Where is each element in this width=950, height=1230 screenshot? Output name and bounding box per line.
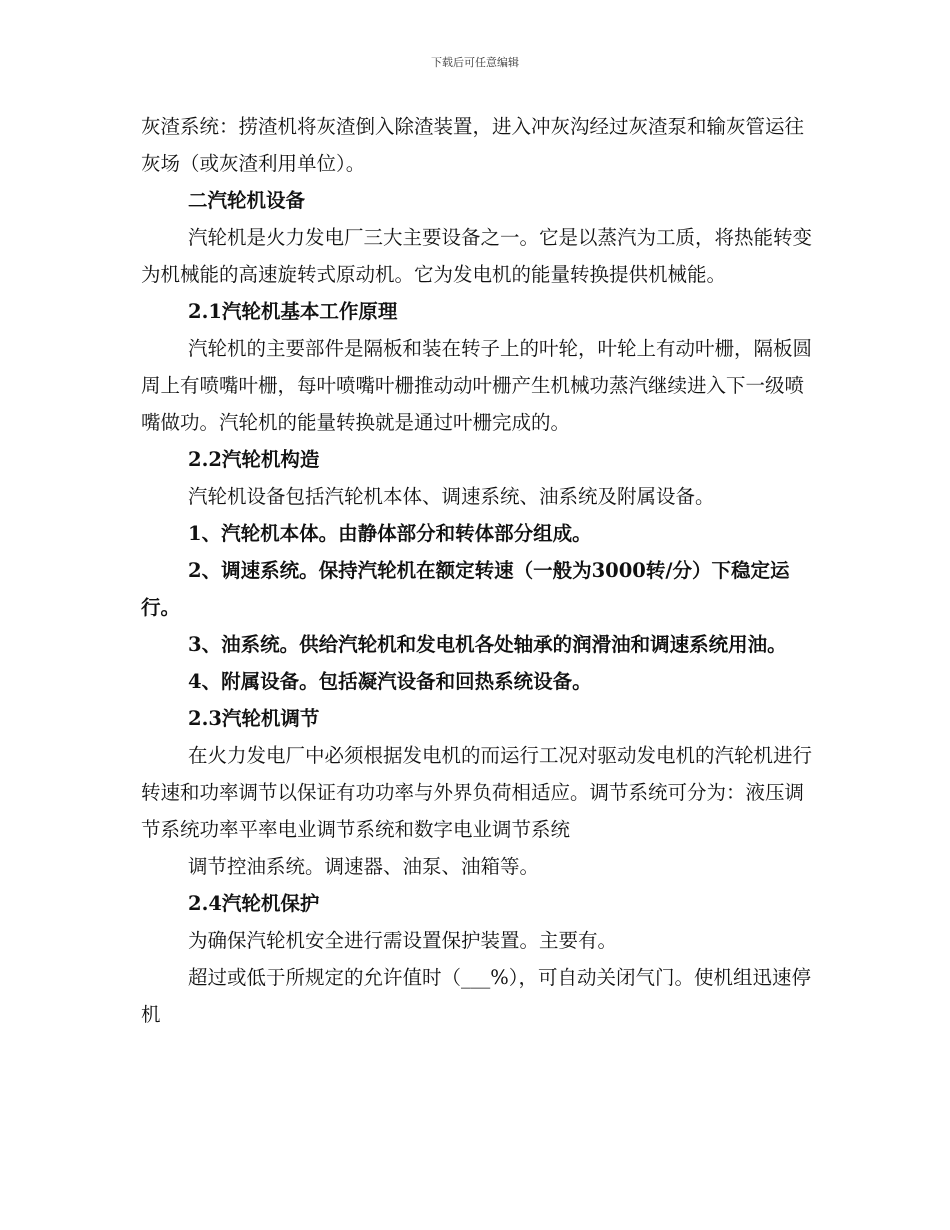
list-item-4: 4、附属设备。包括凝汽设备和回热系统设备。 [188,670,592,693]
page-header: 下载后可任意编辑 [431,56,519,69]
heading-turbine-equipment: 二汽轮机设备 [188,189,306,212]
heading-2-1: 2.1汽轮机基本工作原理 [188,300,398,323]
paragraph-limit: 超过或低于所规定的允许值时（___%），可自动关闭气门。使机组迅速停机 [141,966,812,1026]
paragraph-regulation: 在火力发电厂中必须根据发电机的而运行工况对驱动发电机的汽轮机进行转速和功率调节以保证有功功率与外界负荷相适应。调节系统可分为：液压调节系统功率平率电业调节系统和数字电业调节系统 [141,744,813,841]
paragraph-ash-system: 灰渣系统：捞渣机将灰渣倒入除渣装置，进入冲灰沟经过灰渣泵和输灰管运往灰场（或灰渣利用单位）。 [141,115,805,175]
paragraph-protection: 为确保汽轮机安全进行需设置保护装置。主要有。 [188,929,618,952]
paragraph-oil-control: 调节控油系统。调速器、油泵、油箱等。 [188,855,540,878]
heading-2-3: 2.3汽轮机调节 [188,707,320,730]
list-item-2: 2、调速系统。保持汽轮机在额定转速（一般为3000转/分）下稳定运行。 [141,559,790,619]
paragraph-working-principle: 汽轮机的主要部件是隔板和装在转子上的叶轮，叶轮上有动叶栅，隔板圆周上有喷嘴叶栅，每叶喷嘴叶栅推动动叶栅产生机械功蒸汽继续进入下一级喷嘴做功。汽轮机的能量转换就是通过叶栅完成的。 [141,337,813,434]
paragraph-turbine-intro: 汽轮机是火力发电厂三大主要设备之一。它是以蒸汽为工质，将热能转变为机械能的高速旋转式原动机。它为发电机的能量转换提供机械能。 [141,226,813,286]
paragraph-construction: 汽轮机设备包括汽轮机本体、调速系统、油系统及附属设备。 [188,485,715,508]
heading-2-2: 2.2汽轮机构造 [188,448,320,471]
document-body [141,108,813,1033]
list-item-1: 1、汽轮机本体。由静体部分和转体部分组成。 [188,522,592,545]
heading-2-4: 2.4汽轮机保护 [188,892,320,915]
list-item-3: 3、油系统。供给汽轮机和发电机各处轴承的润滑油和调速系统用油。 [188,633,787,656]
